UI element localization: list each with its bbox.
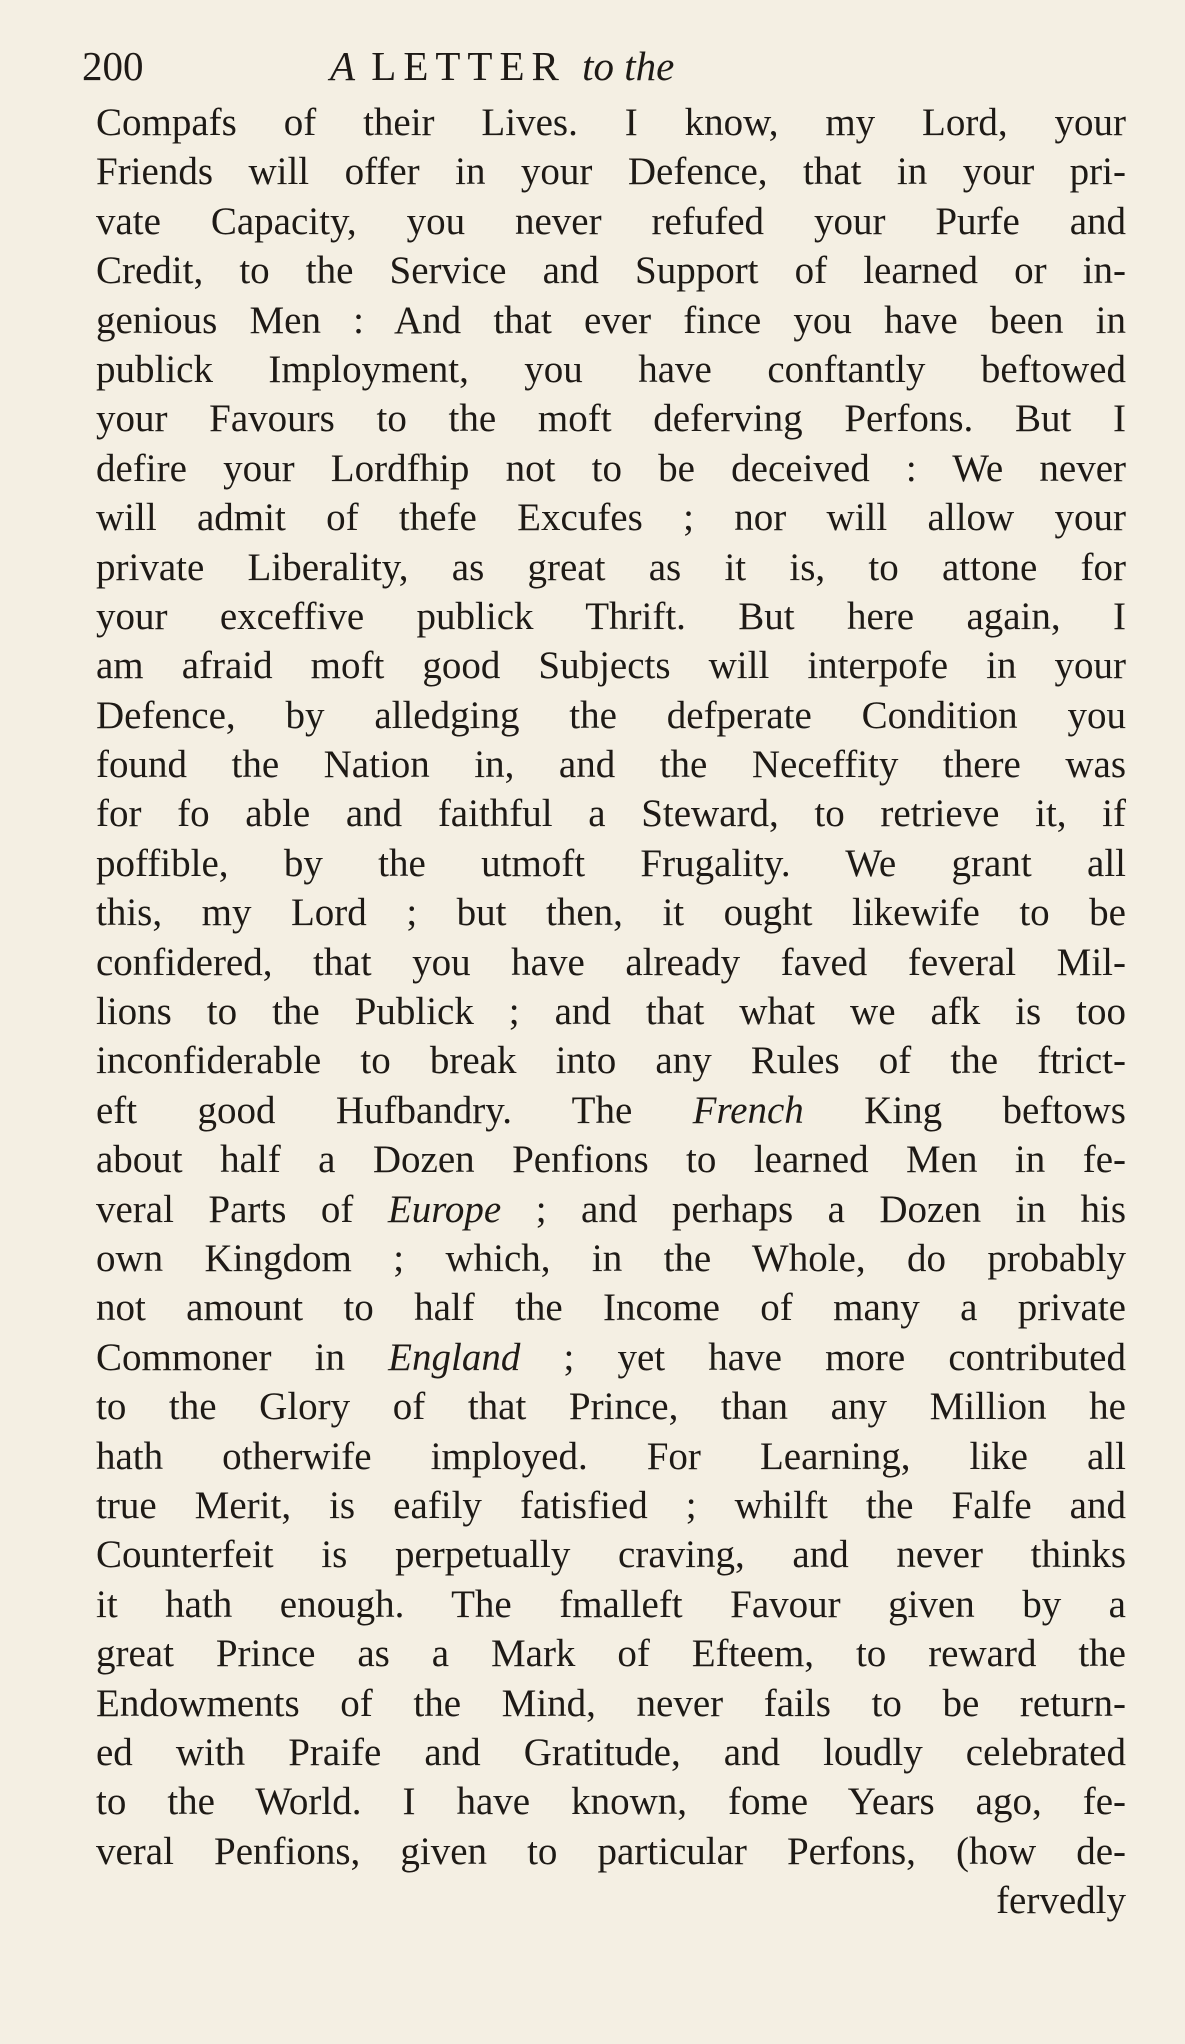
text-line: ed with Praife and Gratitude, and loudly celebrated (96, 1730, 1126, 1774)
text-line: your exceffive publick Thrift. But here again, I (96, 594, 1126, 638)
italic-place-name: Europe (387, 1187, 502, 1231)
text-line: publick Imployment, you have conftantly beftowed (96, 347, 1126, 391)
text-line: true Merit, is eafily fatisfied ; whilft the Falfe and (96, 1483, 1126, 1527)
text-line: inconfiderable to break into any Rules of the ftrict- (96, 1039, 1126, 1083)
text-line: Defence, by alledging the defperate Condition you (96, 693, 1126, 737)
running-title-suffix: to the (582, 43, 675, 89)
text-line: private Liberality, as great as it is, to attone for (96, 545, 1126, 589)
running-title (330, 36, 674, 96)
text-line (96, 1333, 1126, 1382)
text-line: genious Men : And that ever fince you have been in (96, 298, 1126, 342)
text-line: am afraid moft good Subjects will interpofe in your (96, 644, 1126, 688)
text-segment: King beftows (803, 1088, 1126, 1132)
text-segment: veral Parts of (96, 1187, 388, 1231)
text-line: found the Nation in, and the Neceffity there was (96, 743, 1126, 787)
italic-place-name: French (692, 1088, 804, 1132)
text-line: Friends will offer in your Defence, that in your pri- (96, 150, 1126, 194)
text-line: about half a Dozen Penfions to learned Men in fe- (96, 1138, 1126, 1182)
text-line: confidered, that you have already faved feveral Mil- (96, 940, 1126, 984)
text-line: not amount to half the Income of many a private (96, 1286, 1126, 1330)
text-line: vate Capacity, you never refufed your Purfe and (96, 199, 1126, 243)
text-line: this, my Lord ; but then, it ought likewife to be (96, 891, 1126, 935)
text-segment: eft good Hufbandry. The (96, 1088, 693, 1132)
page-number: 200 (82, 43, 144, 89)
text-line: Compafs of their Lives. I know, my Lord, your (96, 101, 1126, 144)
text-line: Endowments of the Mind, never fails to be return- (96, 1681, 1126, 1725)
text-line: your Favours to the moft deferving Perfons. But I (96, 397, 1126, 441)
text-line: for fo able and faithful a Steward, to retrieve it, if (96, 792, 1126, 836)
catchword: fervedly (996, 1879, 1126, 1923)
text-line: to the World. I have known, fome Years ago, fe- (96, 1780, 1126, 1824)
text-line: Counterfeit is perpetually craving, and never thinks (96, 1533, 1126, 1577)
text-line: lions to the Publick ; and that what we afk is too (96, 990, 1126, 1034)
text-line: hath otherwife imployed. For Learning, like all (96, 1434, 1126, 1478)
text-line: defire your Lordfhip not to be deceived : We never (96, 446, 1126, 490)
text-line: poffible, by the utmoft Frugality. We grant all (96, 841, 1126, 885)
text-segment: Commoner in (96, 1335, 389, 1379)
body-text (96, 98, 1126, 1925)
text-line: own Kingdom ; which, in the Whole, do probably (96, 1236, 1126, 1280)
text-line: it hath enough. The fmalleft Favour given by a (96, 1582, 1126, 1626)
text-line: Credit, to the Service and Support of learned or in- (96, 249, 1126, 293)
text-line: great Prince as a Mark of Efteem, to reward the (96, 1632, 1126, 1676)
text-line (96, 1086, 1126, 1135)
text-segment: ; and perhaps a Dozen in his (501, 1187, 1126, 1231)
text-line: will admit of thefe Excufes ; nor will allow your (96, 496, 1126, 540)
text-line (96, 1185, 1126, 1234)
text-line: veral Penfions, given to particular Perfons, (how de- (96, 1829, 1126, 1873)
running-title-word: LETTER (371, 43, 566, 89)
text-line: to the Glory of that Prince, than any Million he (96, 1385, 1126, 1429)
text-segment: ; yet have more contributed (520, 1335, 1126, 1379)
running-head (82, 36, 1122, 96)
italic-place-name: England (388, 1335, 521, 1379)
running-title-article: A (330, 43, 356, 89)
